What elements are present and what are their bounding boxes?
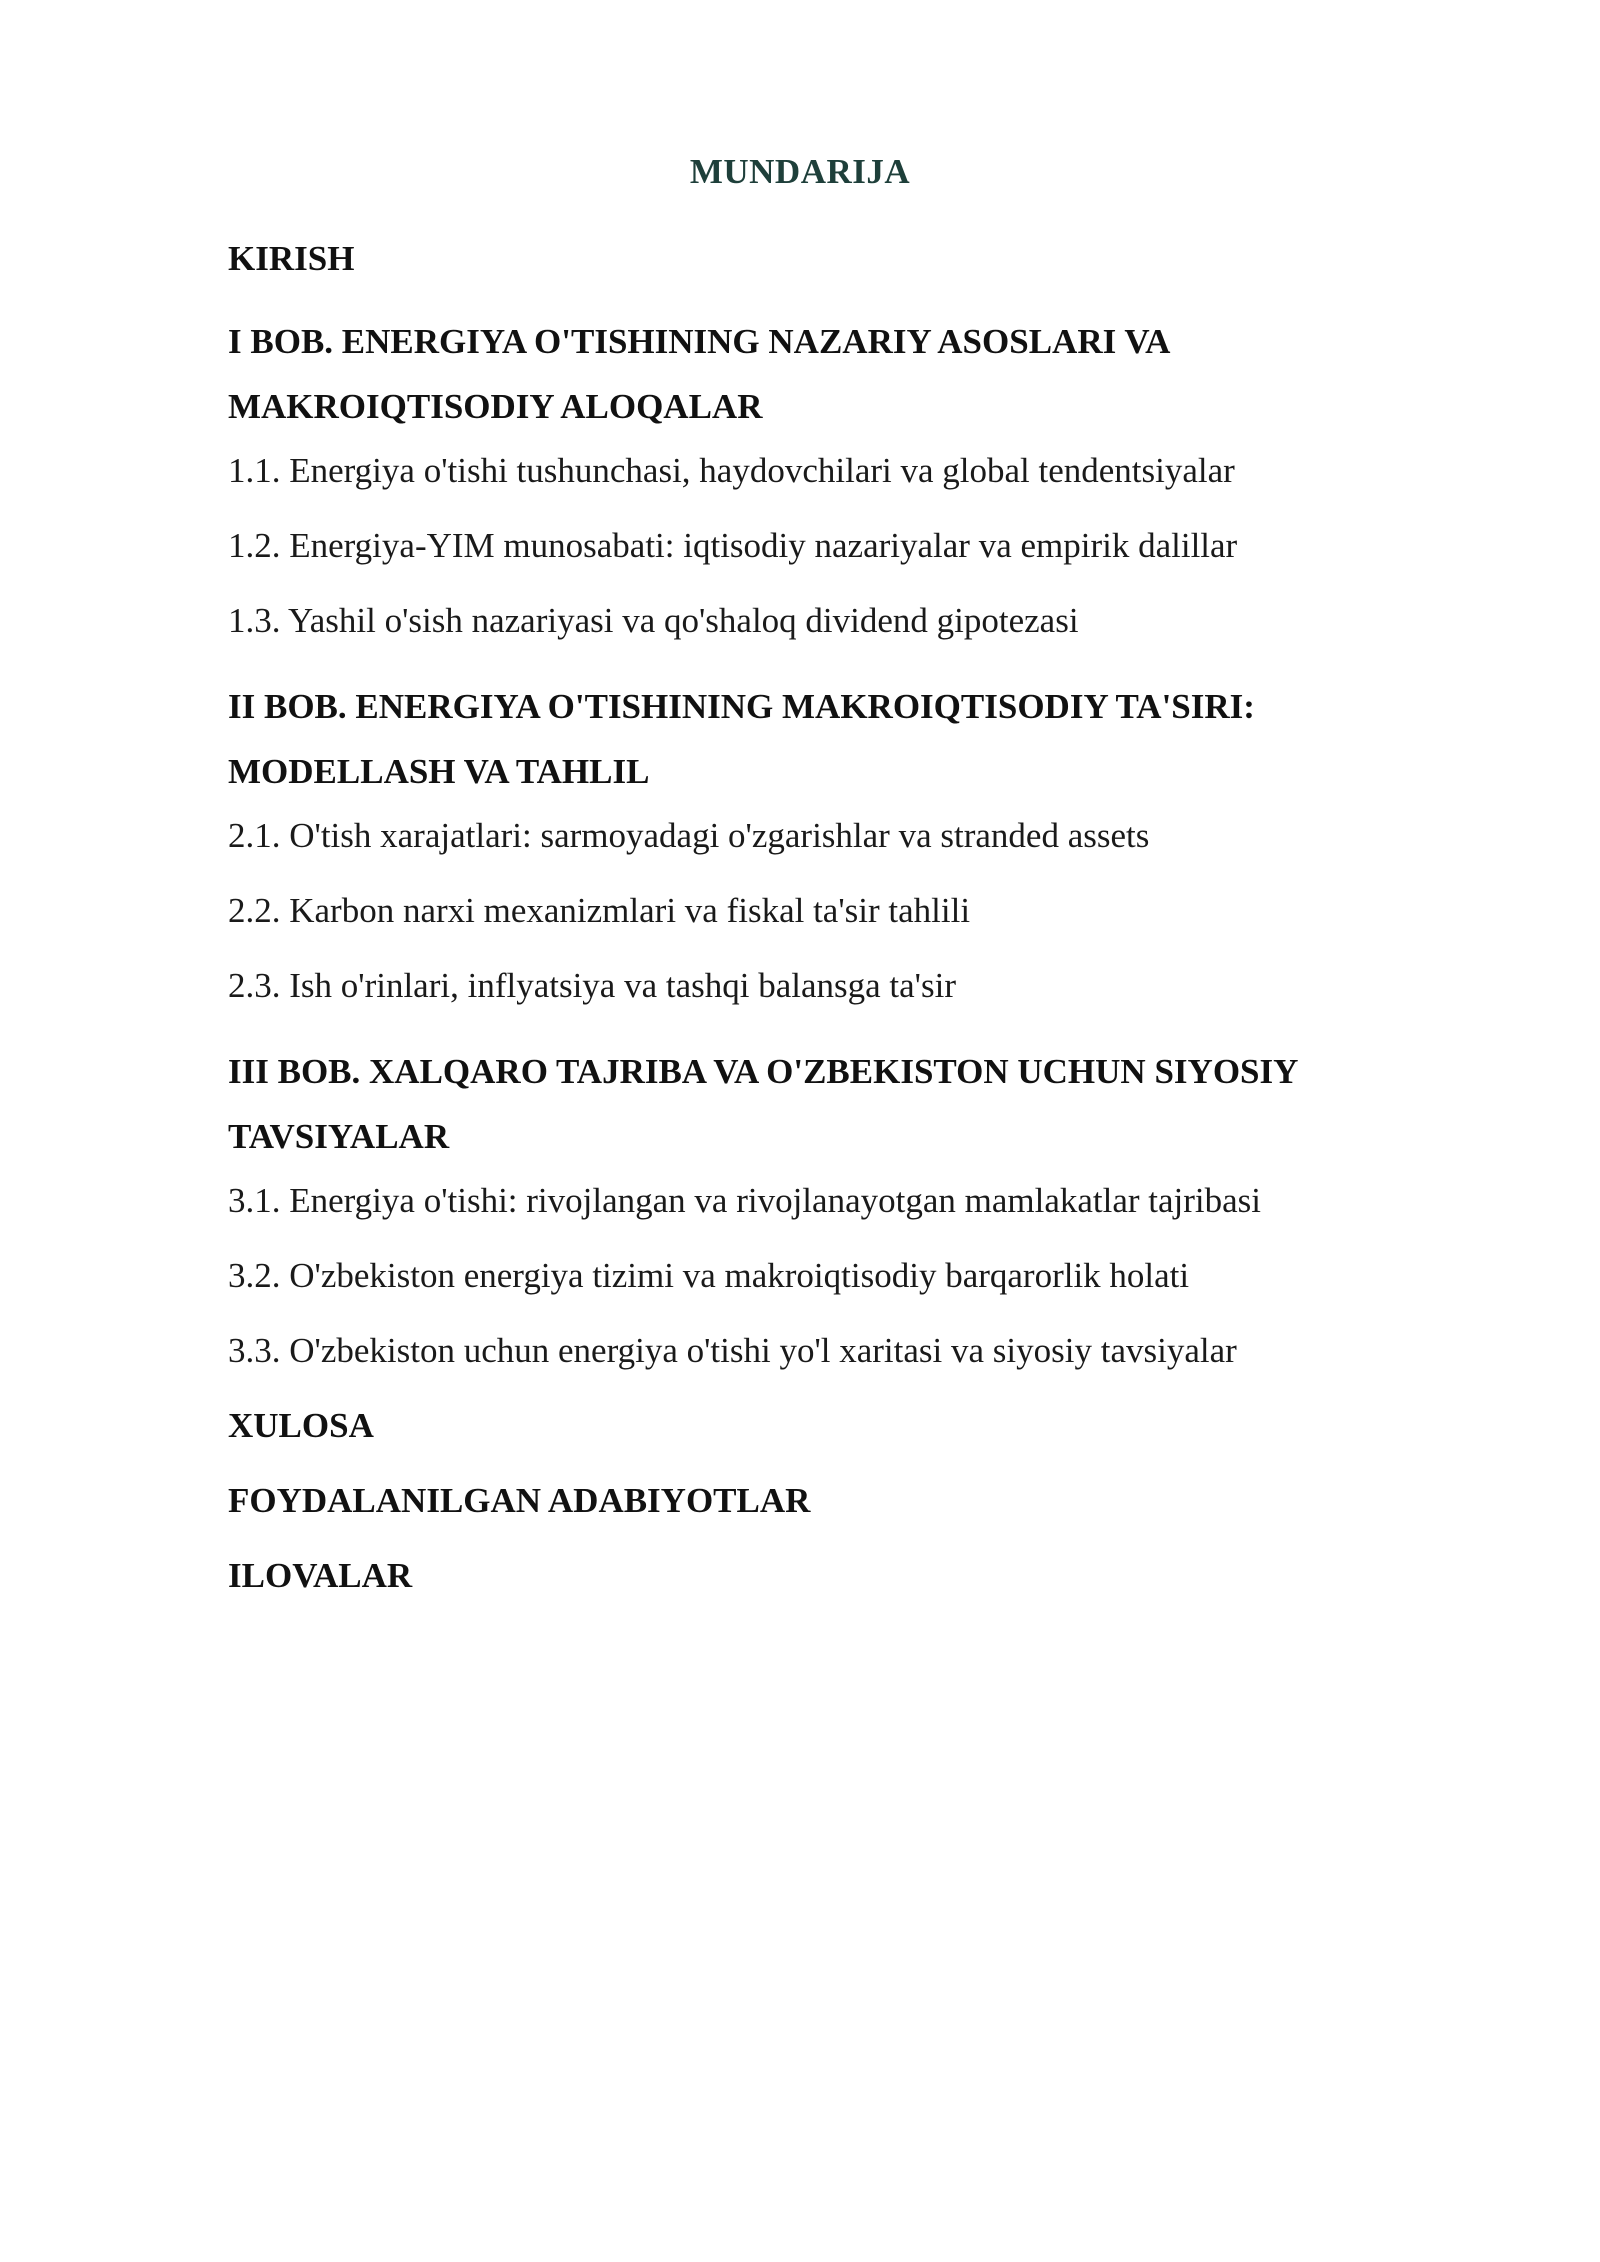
toc-entry-kirish: KIRISH [228, 239, 355, 278]
toc-section-3-3: 3.3. O'zbekiston uchun energiya o'tishi yo'l xaritasi va siyosiy tavsiyalar [228, 1331, 1237, 1370]
toc-entry-adabiyotlar: FOYDALANILGAN ADABIYOTLAR [228, 1481, 811, 1520]
toc-section-2-1: 2.1. O'tish xarajatlari: sarmoyadagi o'zgarishlar va stranded assets [228, 816, 1150, 855]
toc-section-1-3: 1.3. Yashil o'sish nazariyasi va qo'shaloq dividend gipotezasi [228, 601, 1079, 640]
toc-section-3-2: 3.2. O'zbekiston energiya tizimi va makroiqtisodiy barqarorlik holati [228, 1256, 1190, 1295]
toc-chapter-3-line-1: III BOB. XALQARO TAJRIBA VA O'ZBEKISTON UCHUN SIYOSIY [228, 1052, 1299, 1091]
table-of-contents [228, 237, 1428, 1629]
toc-section-1-1: 1.1. Energiya o'tishi tushunchasi, haydovchilari va global tendentsiyalar [228, 451, 1235, 490]
toc-chapter-1 [228, 309, 1428, 439]
toc-section-2-2: 2.2. Karbon narxi mexanizmlari va fiskal ta'sir tahlili [228, 891, 971, 930]
toc-section-1-2: 1.2. Energiya-YIM munosabati: iqtisodiy nazariyalar va empirik dalillar [228, 526, 1238, 565]
toc-chapter-1-line-1: I BOB. ENERGIYA O'TISHINING NAZARIY ASOSLARI VA [228, 322, 1171, 361]
toc-section-2-3: 2.3. Ish o'rinlari, inflyatsiya va tashqi balansga ta'sir [228, 966, 956, 1005]
toc-title: MUNDARIJA [689, 152, 911, 191]
toc-section-3-1: 3.1. Energiya o'tishi: rivojlangan va rivojlanayotgan mamlakatlar tajribasi [228, 1181, 1262, 1220]
toc-chapter-2 [228, 674, 1428, 804]
toc-chapter-1-line-2: MAKROIQTISODIY ALOQALAR [228, 387, 763, 426]
toc-chapter-2-line-2: MODELLASH VA TAHLIL [228, 752, 650, 791]
toc-chapter-3 [228, 1039, 1428, 1169]
toc-chapter-3-line-2: TAVSIYALAR [228, 1117, 450, 1156]
toc-chapter-2-line-1: II BOB. ENERGIYA O'TISHINING MAKROIQTISODIY TA'SIRI: [228, 687, 1255, 726]
toc-entry-xulosa: XULOSA [228, 1406, 374, 1445]
toc-entry-ilovalar: ILOVALAR [228, 1556, 413, 1595]
